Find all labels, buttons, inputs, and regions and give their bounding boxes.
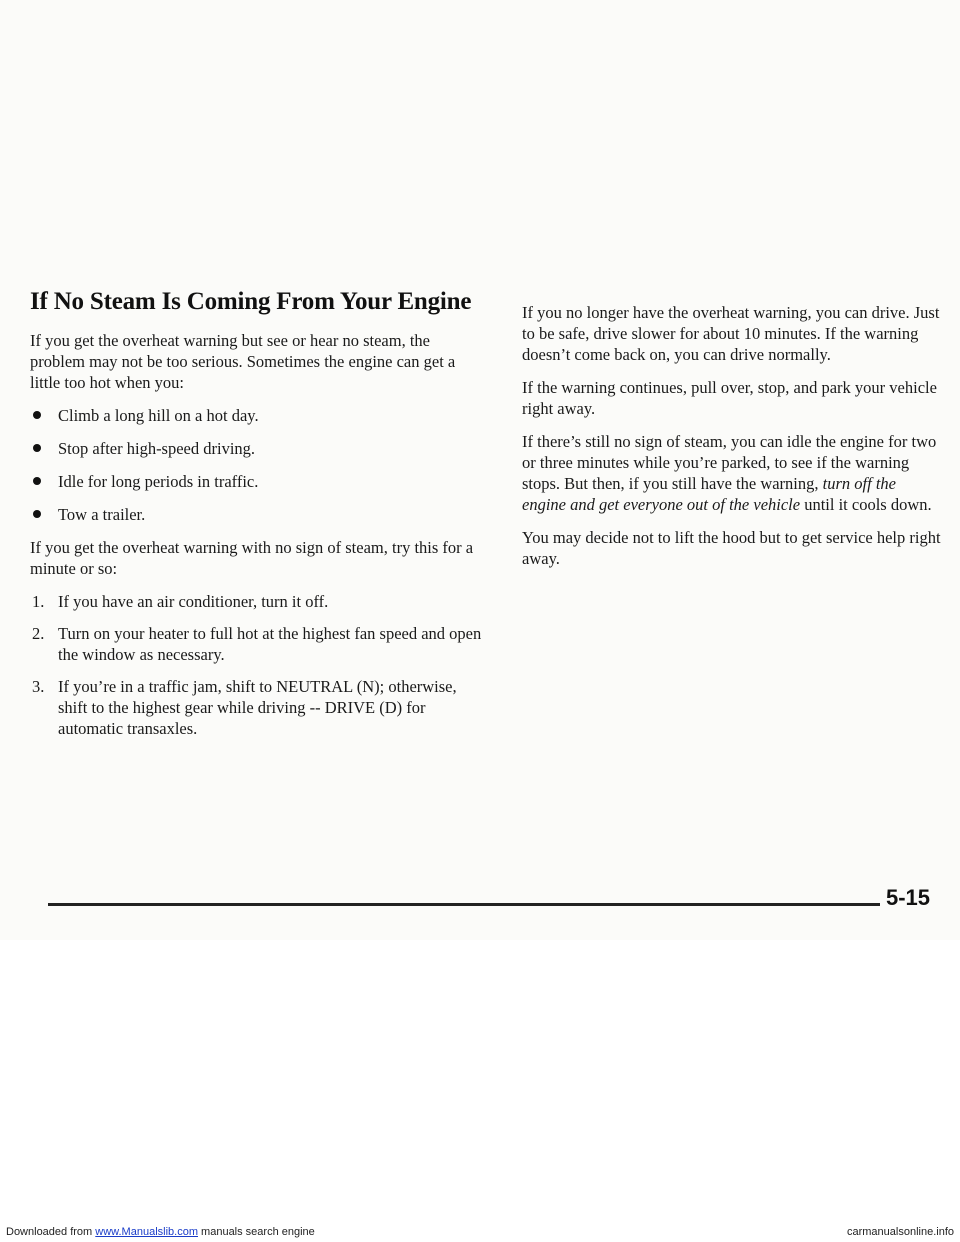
bullet-icon (33, 477, 41, 485)
section-heading: If No Steam Is Coming From Your Engine (30, 288, 472, 315)
download-footer: Downloaded from www.Manualslib.com manuals search engine (6, 1226, 315, 1238)
list-item: Climb a long hill on a hot day. (30, 405, 485, 426)
step-item: 3. If you’re in a traffic jam, shift to NEUTRAL (N); otherwise, shift to the highest gear while driving -- DRIVE (D) for automatic transaxles. (32, 677, 457, 738)
conditions-list (30, 405, 485, 525)
list-item: Stop after high-speed driving. (30, 438, 485, 459)
steps-list (30, 591, 485, 739)
bullet-icon (33, 444, 41, 452)
bullet-icon (33, 411, 41, 419)
warning-emphasis: turn off the engine and get everyone out of the vehicle (522, 474, 896, 514)
list-item: Tow a trailer. (30, 504, 485, 525)
manualslib-link[interactable]: www.Manualslib.com (95, 1226, 198, 1238)
step-item: 2. Turn on your heater to full hot at the highest fan speed and open the window as necessary. (32, 624, 482, 664)
bullet-icon (33, 510, 41, 518)
left-column (30, 288, 485, 750)
watermark-text: carmanualsonline.info (846, 1226, 954, 1238)
paragraph-service-help: You may decide not to lift the hood but to get service help right away. (522, 528, 941, 568)
footer-rule (48, 903, 880, 906)
intro-paragraph: If you get the overheat warning but see or hear no steam, the problem may not be too serious. Sometimes the engine can get a little too hot when you: (30, 331, 456, 392)
page-number: 5-15 (886, 885, 931, 910)
steps-intro-paragraph: If you get the overheat warning with no sign of steam, try this for a minute or so: (30, 538, 474, 578)
paragraph-warning-continues: If the warning continues, pull over, stop, and park your vehicle right away. (522, 378, 937, 418)
paragraph-no-longer-warning: If you no longer have the overheat warning, you can drive. Just to be safe, drive slower for about 10 minutes. If the warning doesn’t come back on, you can drive normally. (522, 303, 940, 364)
right-column (522, 302, 942, 581)
list-item: Idle for long periods in traffic. (30, 471, 485, 492)
paragraph-still-no-steam: If there’s still no sign of steam, you can idle the engine for two or three minutes while you’re parked, to see if the warning stops. But then, if you still have the warning, turn off the engine and get everyone out of the vehicle until it cools down. (522, 432, 937, 514)
step-item: 1. If you have an air conditioner, turn it off. (32, 592, 329, 611)
